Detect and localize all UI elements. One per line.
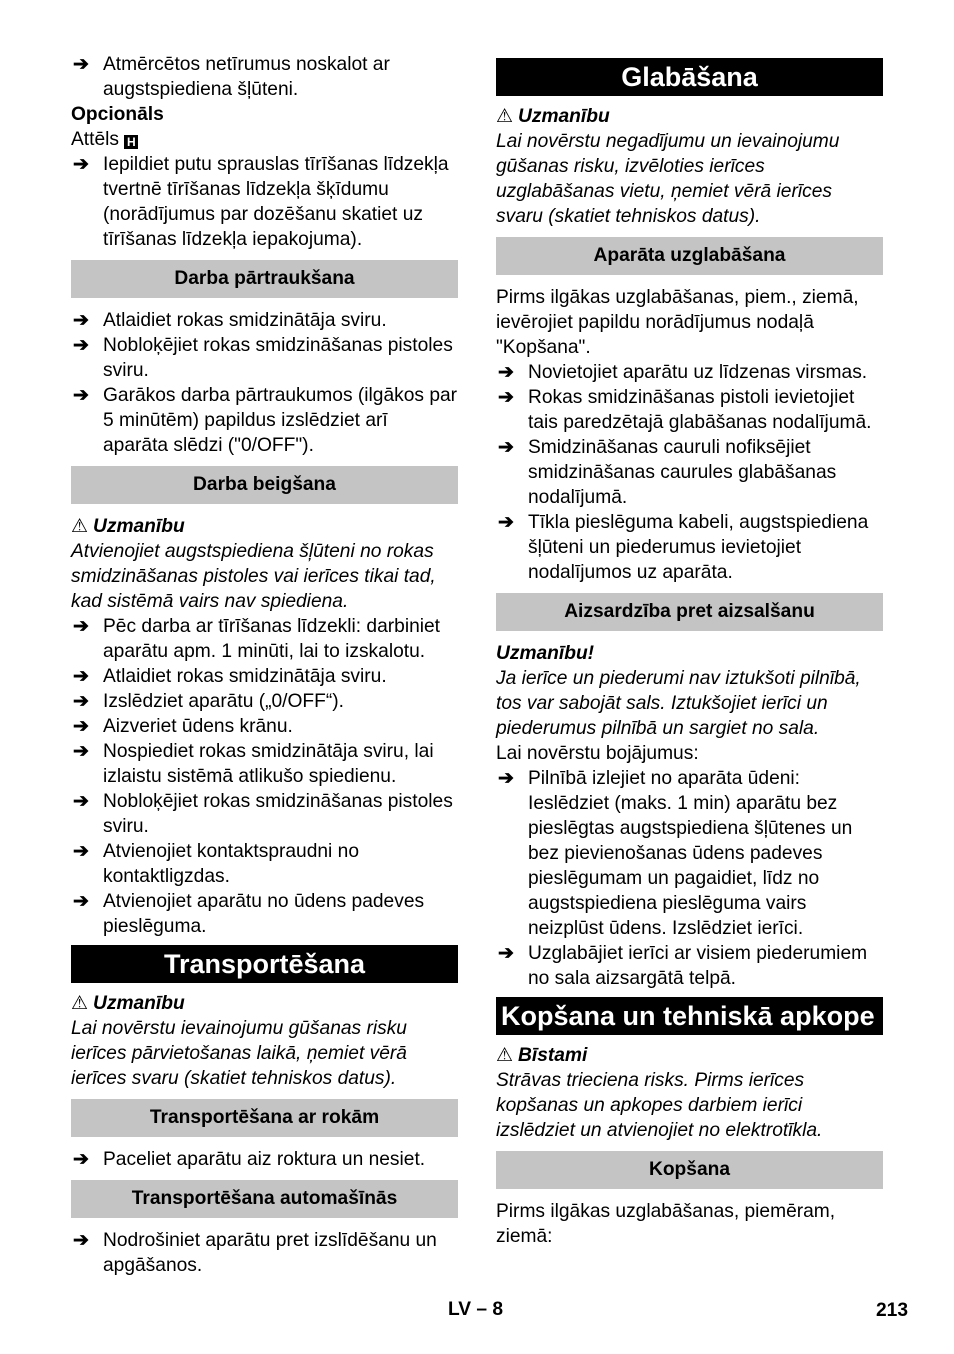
warning-text: Atvienojiet augstspiediena šļūteni no rokas smidzināšanas pistoles vai ierīces tikai tad, kad sistēmā vairs nav spiediena. — [71, 541, 436, 612]
chapter-heading-transport: Transportēšana — [71, 945, 458, 983]
right-arrow-icon: ➔ — [73, 716, 90, 737]
list-item: ➔ Izslēdziet aparātu („0/OFF“). — [73, 691, 344, 712]
right-arrow-icon: ➔ — [73, 154, 90, 175]
section-heading-interrupt: Darba pārtraukšana — [71, 260, 458, 298]
list-item: ➔ Uzglabājiet ierīci ar visiem piederumiem no sala aizsargātā telpā. — [498, 943, 868, 989]
right-arrow-icon: ➔ — [498, 362, 515, 383]
warning-triangle-icon: ⚠ — [71, 516, 89, 537]
list-item: ➔ Novietojiet aparātu uz līdzenas virsmas. — [498, 362, 868, 383]
right-arrow-icon: ➔ — [498, 512, 515, 533]
right-arrow-icon: ➔ — [73, 691, 90, 712]
list-item: ➔ Atlaidiet rokas smidzinātāja sviru. — [73, 310, 387, 331]
list-item: ➔ Pilnībā izlejiet no aparāta ūdeni: Ieslēdziet (maks. 1 min) aparātu bez pieslēgtas augstspiediena šļūtenes un bez pievienošanas ūdens padeves pieslēgumam un pagaidiet, līdz no augstspiediena pieslēguma vairs neizplūst ūdens. Izslēdziet ierīci. — [498, 768, 853, 939]
paragraph: Pirms ilgākas uzglabāšanas, piemēram, ziemā: — [496, 1201, 836, 1247]
list-item: ➔ Iepildiet putu sprauslas tīrīšanas līdzekļa tvertnē tīrīšanas līdzekļa šķīdumu (norādījumus par dozēšanu skatiet uz tīrīšanas līdzekļa iepakojuma). — [73, 154, 449, 250]
list-item: ➔ Atlaidiet rokas smidzinātāja sviru. — [73, 666, 387, 687]
list-item: ➔ Aizveriet ūdens krānu. — [73, 716, 293, 737]
paragraph: Lai novērstu bojājumus: — [496, 743, 699, 764]
list-item: ➔ Tīkla pieslēguma kabeli, augstspiediena šļūteni un piederumus ievietojiet nodalījumos uz aparāta. — [498, 512, 869, 583]
right-arrow-icon: ➔ — [73, 385, 90, 406]
danger-text: Strāvas trieciena risks. Pirms ierīces kopšanas un apkopes darbiem ierīci izslēdziet un atvienojiet no elektrotīkla. — [496, 1070, 823, 1141]
right-arrow-icon: ➔ — [498, 387, 515, 408]
footer-page-number: 213 — [876, 1300, 909, 1321]
warning-triangle-icon: ⚠ — [496, 1045, 514, 1066]
list-item: ➔ Atvienojiet kontaktspraudni no kontaktligzdas. — [73, 841, 359, 887]
paragraph: Pirms ilgākas uzglabāšanas, piem., ziemā, ievērojiet papildu norādījumus nodaļā "Kopšana". — [496, 287, 859, 358]
section-heading-finish: Darba beigšana — [71, 466, 458, 504]
warning-triangle-icon: ⚠ — [496, 106, 514, 127]
warning-text: Lai novērstu ievainojumu gūšanas risku ierīces pārvietošanas laikā, ņemiet vērā ierīces svaru (skatiet tehniskos datus). — [71, 1018, 407, 1089]
section-heading-device-storage: Aparāta uzglabāšana — [496, 237, 883, 275]
optional-title: Opcionāls — [71, 104, 164, 125]
list-item: ➔ Smidzināšanas cauruli nofiksējiet smidzināšanas caurules glabāšanas nodalījumā. — [498, 437, 837, 508]
right-arrow-icon: ➔ — [73, 666, 90, 687]
chapter-heading-storage: Glabāšana — [496, 58, 883, 96]
right-arrow-icon: ➔ — [73, 791, 90, 812]
right-arrow-icon: ➔ — [73, 841, 90, 862]
list-item: ➔ Nobloķējiet rokas smidzināšanas pistoles sviru. — [73, 791, 453, 837]
section-heading-frost: Aizsardzība pret aizsalšanu — [496, 593, 883, 631]
right-arrow-icon: ➔ — [73, 616, 90, 637]
right-arrow-icon: ➔ — [73, 891, 90, 912]
right-arrow-icon: ➔ — [73, 54, 90, 75]
list-item: ➔ Pēc darba ar tīrīšanas līdzekli: darbiniet aparātu apm. 1 minūti, lai to izskalotu. — [73, 616, 441, 662]
right-arrow-icon: ➔ — [73, 1149, 90, 1170]
section-heading-vehicle: Transportēšana automašīnās — [71, 1180, 458, 1218]
list-item: ➔ Nodrošiniet aparātu pret izslīdēšanu un apgāšanos. — [73, 1230, 437, 1276]
footer-language-page: LV – 8 — [448, 1299, 504, 1320]
list-item: ➔ Atvienojiet aparātu no ūdens padeves pieslēguma. — [73, 891, 425, 937]
right-arrow-icon: ➔ — [73, 1230, 90, 1251]
list-item: ➔ Nospiediet rokas smidzinātāja sviru, lai izlaistu sistēmā atlikušo spiedienu. — [73, 741, 434, 787]
figure-letter-icon: H — [124, 135, 138, 149]
list-item: ➔ Nobloķējiet rokas smidzināšanas pistoles sviru. — [73, 335, 453, 381]
warning-title: ⚠ Uzmanību — [496, 106, 610, 127]
warning-title: ⚠ Uzmanību — [71, 516, 185, 537]
warning-triangle-icon: ⚠ — [71, 993, 89, 1014]
right-arrow-icon: ➔ — [498, 943, 515, 964]
list-item: ➔ Rokas smidzināšanas pistoli ievietojiet tais paredzētajā glabāšanas nodalījumā. — [498, 387, 872, 433]
section-heading-by-hand: Transportēšana ar rokām — [71, 1099, 458, 1137]
warning-title: ⚠ Uzmanību — [71, 993, 185, 1014]
figure-reference: Attēls H — [71, 127, 458, 152]
right-arrow-icon: ➔ — [498, 437, 515, 458]
chapter-heading-care: Kopšana un tehniskā apkope — [496, 997, 883, 1035]
right-arrow-icon: ➔ — [73, 310, 90, 331]
right-arrow-icon: ➔ — [73, 741, 90, 762]
left-column — [71, 52, 458, 1278]
right-arrow-icon: ➔ — [73, 335, 90, 356]
right-arrow-icon: ➔ — [498, 768, 515, 789]
warning-text: Ja ierīce un piederumi nav iztukšoti pilnībā, tos var sabojāt sals. Iztukšojiet ierīci un piederumus pilnībā un sargiet no sala. — [496, 668, 861, 739]
warning-title: Uzmanību! — [496, 643, 595, 664]
list-item: ➔ Paceliet aparātu aiz roktura un nesiet. — [73, 1149, 426, 1170]
warning-text: Lai novērstu negadījumu un ievainojumu gūšanas risku, izvēloties ierīces uzglabāšanas vietu, ņemiet vērā ierīces svaru (skatiet tehniskos datus). — [496, 131, 840, 227]
section-heading-care: Kopšana — [496, 1151, 883, 1189]
danger-title: ⚠ Bīstami — [496, 1045, 588, 1066]
right-column — [496, 58, 883, 1249]
list-item: ➔ Atmērcētos netīrumus noskalot ar augstspiediena šļūteni. — [73, 54, 390, 100]
list-item: ➔ Garākos darba pārtraukumos (ilgākos par 5 minūtēm) papildus izslēdziet arī aparāta slēdzi ("0/OFF"). — [73, 385, 458, 456]
